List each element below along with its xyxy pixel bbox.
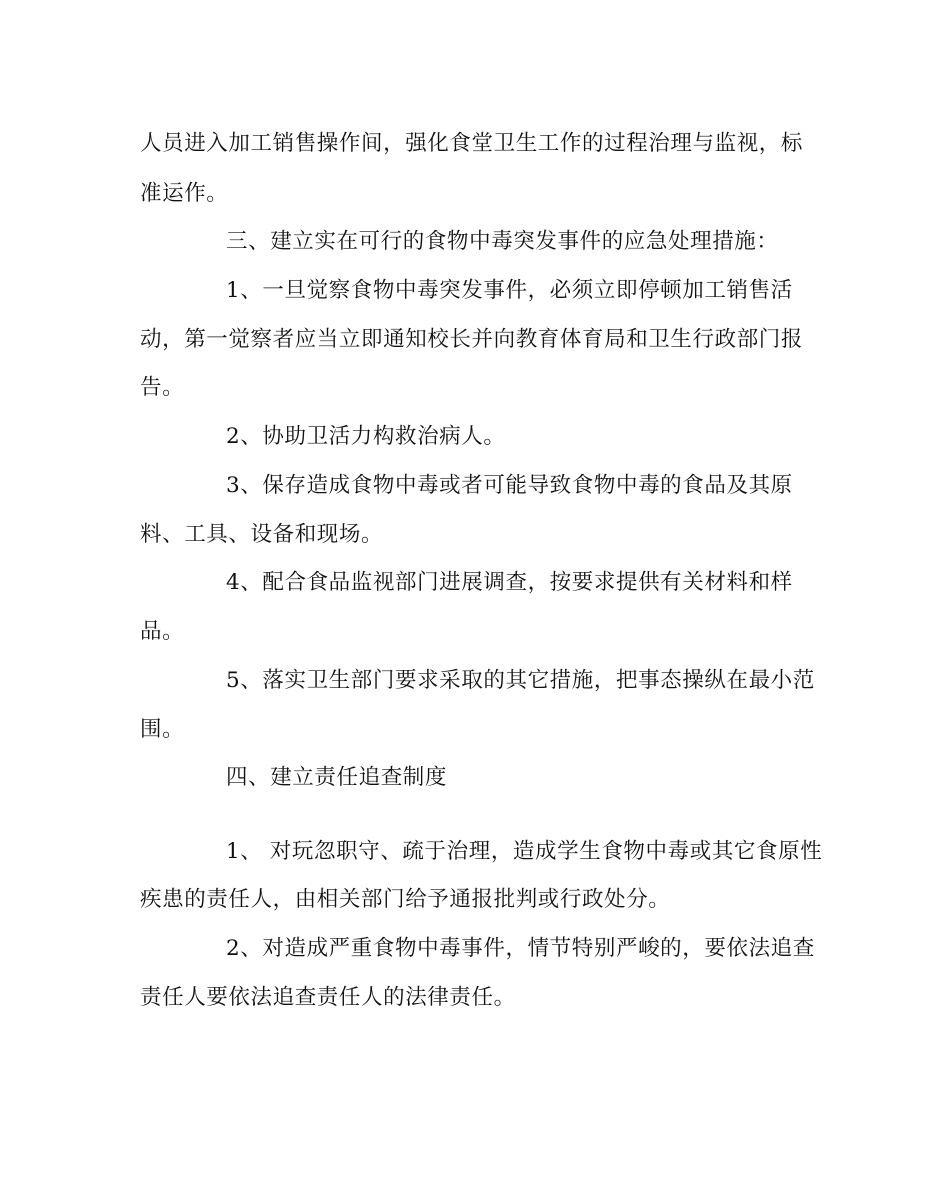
- text-line-6: 告。: [140, 375, 185, 400]
- list-item-4: 4、配合食品监视部门进展调查，按要求提供有关材料和样: [226, 570, 793, 595]
- text-line-2: 准运作。: [140, 181, 229, 206]
- list-item-responsibility-1: 1、 对玩忽职守、疏于治理，造成学生食物中毒或其它食原性: [226, 839, 823, 864]
- list-item-responsibility-2: 2、对造成严重食物中毒事件，情节特别严峻的，要依法追查: [226, 936, 815, 961]
- section-heading-4: 四、建立责任追查制度: [226, 765, 448, 790]
- text-line-1: 人员进入加工销售操作间，强化食堂卫生工作的过程治理与监视，标: [140, 131, 804, 156]
- text-line-9: 料、工具、设备和现场。: [140, 522, 384, 547]
- list-item-3: 3、保存造成食物中毒或者可能导致食物中毒的食品及其原: [226, 473, 793, 498]
- list-item-5: 5、落实卫生部门要求采取的其它措施，把事态操纵在最小范: [226, 668, 815, 693]
- section-heading-3: 三、建立实在可行的食物中毒突发事件的应急处理措施：: [226, 229, 779, 254]
- text-line-16: 疾患的责任人，由相关部门给予通报批判或行政处分。: [140, 887, 671, 912]
- list-item-1: 1、一旦觉察食物中毒突发事件，必须立即停顿加工销售活: [226, 278, 793, 303]
- text-line-18: 责任人要依法追查责任人的法律责任。: [140, 985, 516, 1010]
- text-line-5: 动，第一觉察者应当立即通知校长并向教育体育局和卫生行政部门报: [140, 327, 804, 352]
- text-line-11: 品。: [140, 619, 185, 644]
- list-item-2: 2、协助卫活力构救治病人。: [226, 424, 506, 449]
- text-line-13: 围。: [140, 717, 185, 742]
